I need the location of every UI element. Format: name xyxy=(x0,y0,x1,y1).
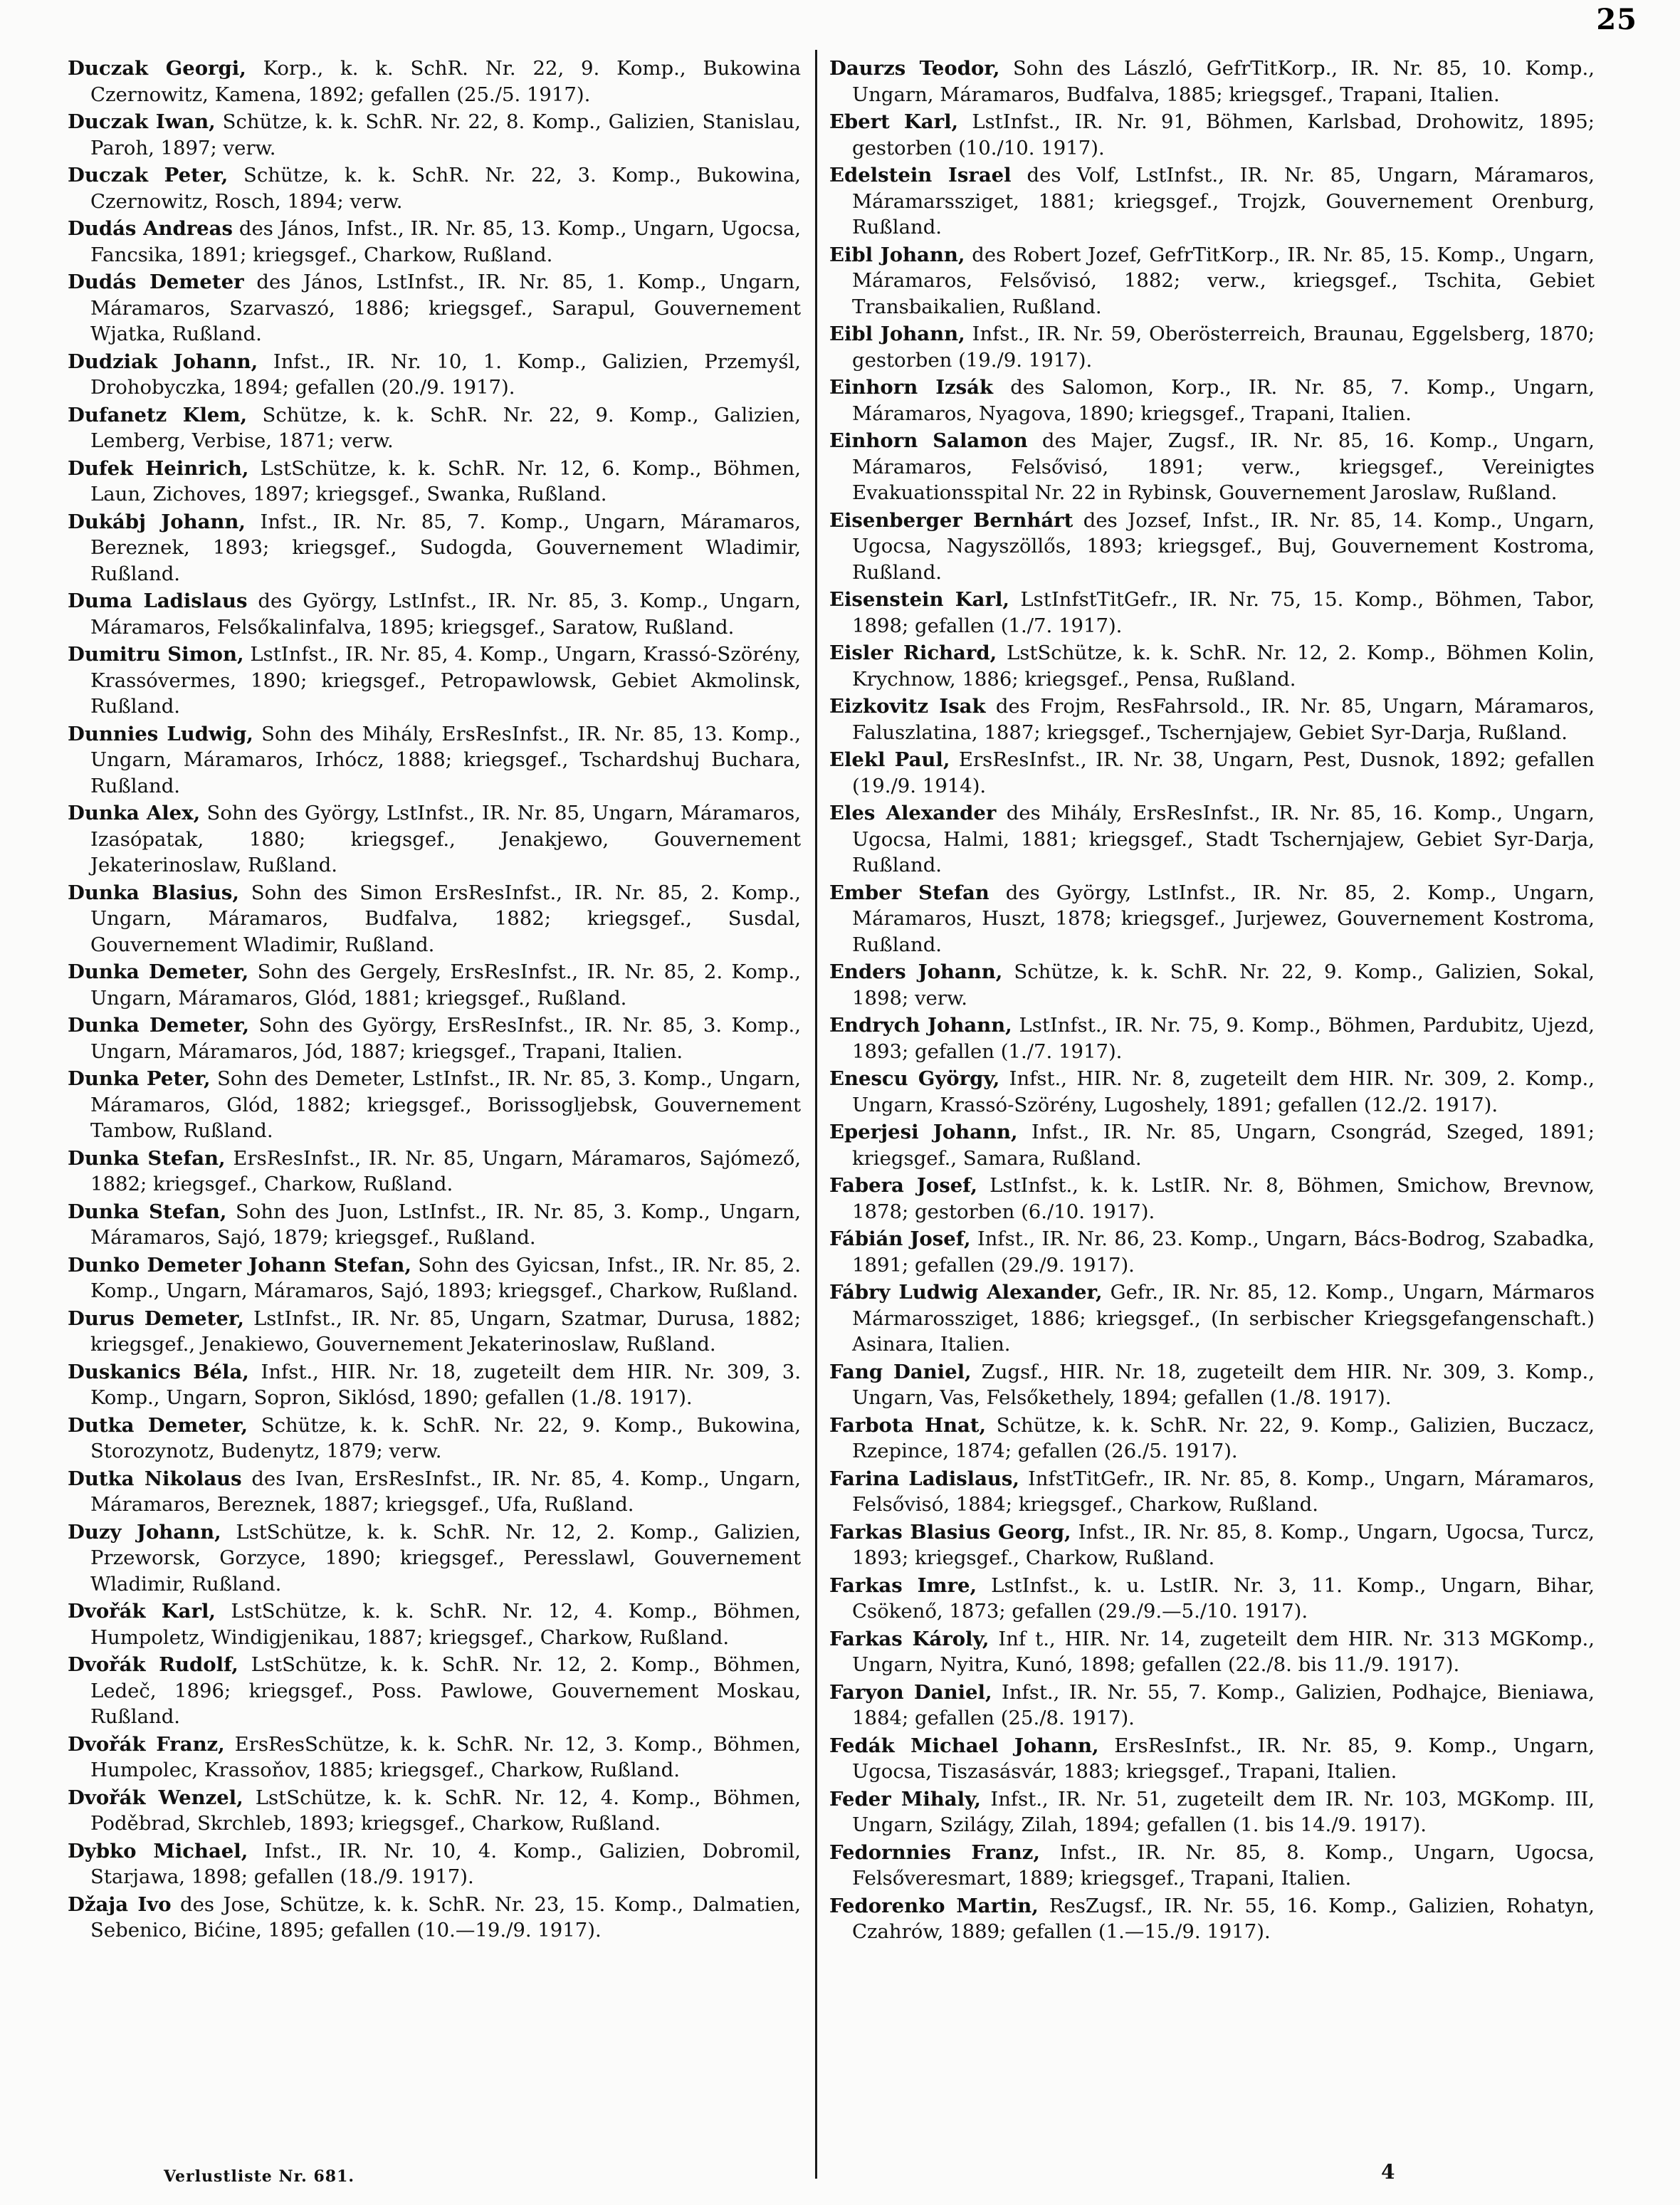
entry-name: Dunka Demeter, xyxy=(68,960,249,983)
entry-details: des Majer, Zugsf., IR. Nr. 85, 16. Komp., Ungarn, Máramaros, Felsővisó, 1891; verw., kriegsgef., Vereinigtes Evakuationsspital Nr. 22 in Rybinsk, Gouvernement Jaroslaw, Rußland. xyxy=(852,429,1595,504)
list-entry xyxy=(68,1146,801,1198)
entry-details: Schütze, k. k. SchR. Nr. 22, 8. Komp., Galizien, Stanislau, Paroh, 1897; verw. xyxy=(90,110,801,159)
entry-details: Sohn des Mihály, ErsResInfst., IR. Nr. 85, 13. Komp., Ungarn, Máramaros, Irhócz, 1888; kriegsgef., Tschardshuj Buchara, Rußland. xyxy=(90,722,801,797)
entry-name: Dunka Blasius, xyxy=(68,881,239,904)
entry-name: Eisler Richard, xyxy=(829,641,997,664)
entry-details: des Mihály, ErsResInfst., IR. Nr. 85, 16. Komp., Ungarn, Ugocsa, Halmi, 1881; kriegsgef., Stadt Tschernjajew, Gebiet Syr-Darja, Rußland. xyxy=(852,802,1595,876)
list-entry xyxy=(829,56,1595,108)
list-entry xyxy=(829,1519,1595,1571)
list-entry xyxy=(829,1413,1595,1465)
entry-name: Farina Ladislaus, xyxy=(829,1467,1019,1490)
list-entry xyxy=(68,1598,801,1650)
entry-name: Duma Ladislaus xyxy=(68,590,248,612)
list-entry xyxy=(68,1413,801,1465)
list-entry xyxy=(829,1840,1595,1892)
entry-details: ErsResSchütze, k. k. SchR. Nr. 12, 3. Komp., Böhmen, Humpolec, Krassoňov, 1885; kriegsgef., Charkow, Rußland. xyxy=(90,1732,801,1781)
list-entry xyxy=(829,508,1595,586)
entry-details: Infst., IR. Nr. 85, 8. Komp., Ungarn, Ugocsa, Turcz, 1893; kriegsgef., Charkow, Rußland. xyxy=(852,1520,1595,1569)
list-entry xyxy=(68,56,801,108)
list-entry xyxy=(68,162,801,214)
list-entry xyxy=(829,587,1595,639)
list-entry xyxy=(68,959,801,1011)
list-entry xyxy=(68,1892,801,1944)
entry-details: LstInfst., IR. Nr. 91, Böhmen, Karlsbad, Drohowitz, 1895; gestorben (10./10. 1917). xyxy=(852,110,1595,159)
entry-details: LstInfst., k. u. LstIR. Nr. 3, 11. Komp., Ungarn, Bihar, Csökenő, 1873; gefallen (29./9.—5./10. 1917). xyxy=(852,1573,1595,1623)
entry-name: Duczak Iwan, xyxy=(68,110,216,133)
list-entry xyxy=(68,1519,801,1598)
list-entry xyxy=(829,1359,1595,1411)
entry-details: Infst., IR. Nr. 85, Ungarn, Csongrád, Szeged, 1891; kriegsgef., Samara, Rußland. xyxy=(852,1121,1595,1170)
entry-details: Infst., IR. Nr. 10, 4. Komp., Galizien, Dobromil, Starjawa, 1898; gefallen (18./9. 1917). xyxy=(90,1839,801,1888)
entry-details: des Salomon, Korp., IR. Nr. 85, 7. Komp., Ungarn, Máramaros, Nyagova, 1890; kriegsgef., Trapani, Italien. xyxy=(852,376,1595,425)
list-entry xyxy=(829,1680,1595,1732)
entry-details: Infst., HIR. Nr. 18, zugeteilt dem HIR. Nr. 309, 3. Komp., Ungarn, Sopron, Siklósd, 1890; gefallen (1./8. 1917). xyxy=(90,1360,801,1409)
entry-details: LstSchütze, k. k. SchR. Nr. 12, 2. Komp., Galizien, Przeworsk, Gorzyce, 1890; kriegsgef., Peresslawl, Gouvernement Wladimir, Rußland. xyxy=(90,1520,801,1596)
entry-name: Dumitru Simon, xyxy=(68,643,244,666)
list-entry xyxy=(829,242,1595,320)
entry-details: InfstTitGefr., IR. Nr. 85, 8. Komp., Ungarn, Máramaros, Felsővisó, 1884; kriegsgef., Charkow, Rußland. xyxy=(852,1467,1595,1516)
entry-name: Dunka Peter, xyxy=(68,1067,211,1090)
page-number: 25 xyxy=(1596,3,1637,36)
entry-name: Enders Johann, xyxy=(829,960,1003,983)
entry-name: Eisenberger Bernhárt xyxy=(829,508,1073,532)
entry-name: Farkas Imre, xyxy=(829,1573,977,1597)
entry-name: Fábry Ludwig Alexander, xyxy=(829,1281,1103,1304)
entry-name: Fang Daniel, xyxy=(829,1360,972,1383)
list-entry xyxy=(68,1838,801,1890)
list-entry xyxy=(829,1626,1595,1678)
entry-details: Schütze, k. k. SchR. Nr. 22, 9. Komp., Galizien, Buczacz, Rzepince, 1874; gefallen (26./5. 1917). xyxy=(852,1413,1595,1462)
list-entry xyxy=(68,880,801,958)
list-entry xyxy=(829,1893,1595,1945)
list-entry xyxy=(829,800,1595,879)
entry-details: LstInfst., k. k. LstIR. Nr. 8, Böhmen, Smichow, Brevnow, 1878; gestorben (6./10. 1917). xyxy=(852,1174,1595,1223)
entry-name: Eles Alexander xyxy=(829,802,997,824)
entry-details: LstSchütze, k. k. SchR. Nr. 12, 4. Komp., Böhmen, Humpoletz, Windigjenikau, 1887; kriegsgef., Charkow, Rußland. xyxy=(90,1600,801,1649)
list-entry xyxy=(68,800,801,879)
entry-name: Dunnies Ludwig, xyxy=(68,722,253,745)
list-entry xyxy=(68,641,801,720)
entry-name: Dunka Stefan, xyxy=(68,1200,227,1223)
list-entry xyxy=(68,1012,801,1064)
entry-name: Elekl Paul, xyxy=(829,748,950,771)
list-entry xyxy=(68,721,801,800)
list-entry xyxy=(68,402,801,454)
entry-details: des György, LstInfst., IR. Nr. 85, 3. Komp., Ungarn, Máramaros, Felsőkalinfalva, 1895; kriegsgef., Saratow, Rußland. xyxy=(90,590,801,639)
entry-name: Eisenstein Karl, xyxy=(829,588,1009,611)
list-entry xyxy=(68,269,801,347)
list-entry xyxy=(68,109,801,161)
list-entry xyxy=(829,162,1595,241)
list-entry xyxy=(829,1173,1595,1225)
list-entry xyxy=(829,428,1595,506)
list-entry xyxy=(68,1359,801,1411)
entry-name: Fábián Josef, xyxy=(829,1227,971,1250)
entry-name: Dudás Demeter xyxy=(68,271,244,293)
entry-name: Fedornnies Franz, xyxy=(829,1840,1040,1864)
right-column xyxy=(829,56,1595,2135)
footer-signature-mark: 4 xyxy=(1381,2160,1395,2184)
entry-details: des Jozsef, Infst., IR. Nr. 85, 14. Komp., Ungarn, Ugocsa, Nagyszöllős, 1893; kriegsgef., Buj, Gouvernement Kostroma, Rußland. xyxy=(852,508,1595,584)
entry-name: Duczak Georgi, xyxy=(68,57,246,80)
footer-list-reference: Verlustliste Nr. 681. xyxy=(164,2167,355,2186)
entry-name: Dunka Alex, xyxy=(68,802,201,824)
entry-name: Duzy Johann, xyxy=(68,1520,221,1544)
list-entry xyxy=(829,375,1595,426)
entry-details: Sohn des Demeter, LstInfst., IR. Nr. 85, 3. Komp., Ungarn, Máramaros, Glód, 1882; kriegsgef., Borissogljebsk, Gouvernement Tambow, Rußland. xyxy=(90,1067,801,1142)
entry-details: des Volf, LstInfst., IR. Nr. 85, Ungarn, Máramaros, Máramarssziget, 1881; kriegsgef., Trojzk, Gouvernement Orenburg, Rußland. xyxy=(852,164,1595,239)
list-entry xyxy=(829,1012,1595,1064)
entry-name: Eperjesi Johann, xyxy=(829,1121,1018,1143)
list-entry xyxy=(829,640,1595,692)
entry-name: Dvořák Wenzel, xyxy=(68,1786,243,1809)
entry-name: Eibl Johann, xyxy=(829,323,965,345)
entry-details: Sohn des Gyicsan, Infst., IR. Nr. 85, 2. Komp., Ungarn, Máramaros, Sajó, 1893; kriegsgef., Charkow, Rußland. xyxy=(90,1253,801,1302)
entry-name: Dvořák Rudolf, xyxy=(68,1653,238,1676)
list-entry xyxy=(829,747,1595,799)
entry-details: Infst., IR. Nr. 51, zugeteilt dem IR. Nr. 103, MGKomp. III, Ungarn, Szilágy, Zilah, 1894; gefallen (1. bis 14./9. 1917). xyxy=(852,1787,1595,1836)
entry-details: LstSchütze, k. k. SchR. Nr. 12, 2. Komp., Böhmen Kolin, Krychnow, 1886; kriegsgef., Pensa, Rußland. xyxy=(852,641,1595,691)
entry-name: Endrych Johann, xyxy=(829,1014,1012,1037)
entry-details: Infst., IR. Nr. 55, 7. Komp., Galizien, Podhajce, Bieniawa, 1884; gefallen (25./8. 1917). xyxy=(852,1680,1595,1729)
entry-details: Sohn des Gergely, ErsResInfst., IR. Nr. 85, 2. Komp., Ungarn, Máramaros, Glód, 1881; kriegsgef., Rußland. xyxy=(90,960,801,1010)
entry-name: Fabera Josef, xyxy=(829,1174,977,1197)
entry-name: Dvořák Karl, xyxy=(68,1600,216,1623)
entry-name: Fedorenko Martin, xyxy=(829,1894,1039,1917)
entry-name: Farkas Blasius Georg, xyxy=(829,1520,1071,1544)
entry-details: des Jose, Schütze, k. k. SchR. Nr. 23, 15. Komp., Dalmatien, Sebenico, Bićine, 1895; gefallen (10.—19./9. 1917). xyxy=(90,1892,801,1942)
list-entry xyxy=(68,349,801,401)
entry-details: des János, Infst., IR. Nr. 85, 13. Komp., Ungarn, Ugocsa, Fancsika, 1891; kriegsgef., Charkow, Rußland. xyxy=(90,217,801,266)
entry-details: LstInfst., IR. Nr. 75, 9. Komp., Böhmen, Pardubitz, Ujezd, 1893; gefallen (1./7. 1917). xyxy=(852,1014,1595,1063)
list-entry xyxy=(829,1066,1595,1118)
entry-details: Infst., IR. Nr. 59, Oberösterreich, Braunau, Eggelsberg, 1870; gestorben (19./9. 1917). xyxy=(852,323,1595,372)
list-entry xyxy=(829,1226,1595,1278)
entry-details: des János, LstInfst., IR. Nr. 85, 1. Komp., Ungarn, Máramaros, Szarvaszó, 1886; kriegsgef., Sarapul, Gouvernement Wjatka, Rußland. xyxy=(90,271,801,345)
entry-name: Ember Stefan xyxy=(829,881,989,904)
list-entry xyxy=(68,216,801,268)
entry-details: Sohn des Simon ErsResInfst., IR. Nr. 85, 2. Komp., Ungarn, Máramaros, Budfalva, 1882; kriegsgef., Susdal, Gouvernement Wladimir, Rußland. xyxy=(90,881,801,956)
entry-name: Dudás Andreas xyxy=(68,217,233,240)
entry-details: LstInfstTitGefr., IR. Nr. 75, 15. Komp., Böhmen, Tabor, 1898; gefallen (1./7. 1917). xyxy=(852,588,1595,637)
entry-name: Einhorn Izsák xyxy=(829,376,994,399)
entry-details: Infst., IR. Nr. 10, 1. Komp., Galizien, Przemyśl, Drohobyczka, 1894; gefallen (20./9. 1917). xyxy=(90,350,801,399)
entry-name: Durus Demeter, xyxy=(68,1306,244,1330)
list-entry xyxy=(829,109,1595,161)
entry-name: Dufanetz Klem, xyxy=(68,403,248,426)
entry-details: Gefr., IR. Nr. 85, 12. Komp., Ungarn, Mármaros Mármarossziget, 1886; kriegsgef., (In serbischer Kriegsgefangenschaft.) Asinara, Italien. xyxy=(852,1281,1595,1356)
entry-name: Einhorn Salamon xyxy=(829,429,1028,452)
list-entry xyxy=(68,1306,801,1358)
entry-details: des György, LstInfst., IR. Nr. 85, 2. Komp., Ungarn, Máramaros, Huszt, 1878; kriegsgef., Jurjewez, Gouvernement Kostroma, Rußland. xyxy=(852,881,1595,956)
entry-details: Infst., IR. Nr. 86, 23. Komp., Ungarn, Bács-Bodrog, Szabadka, 1891; gefallen (29./9. 1917). xyxy=(852,1227,1595,1277)
list-entry xyxy=(829,1573,1595,1625)
entry-name: Dukábj Johann, xyxy=(68,510,246,533)
entry-details: Infst., IR. Nr. 85, 7. Komp., Ungarn, Máramaros, Bereznek, 1893; kriegsgef., Sudogda, Gouvernement Wladimir, Rußland. xyxy=(90,510,801,585)
entry-name: Džaja Ivo xyxy=(68,1892,172,1916)
list-entry xyxy=(68,1252,801,1304)
list-entry xyxy=(68,456,801,508)
list-entry xyxy=(829,1466,1595,1518)
entry-details: LstInfst., IR. Nr. 85, 4. Komp., Ungarn, Krassó-Szörény, Krassóvermes, 1890; kriegsgef., Petropawlowsk, Gebiet Akmolinsk, Rußland. xyxy=(90,643,801,718)
entry-name: Dutka Nikolaus xyxy=(68,1467,242,1490)
list-entry xyxy=(68,1652,801,1730)
list-entry xyxy=(68,509,801,587)
entry-name: Fedák Michael Johann, xyxy=(829,1734,1099,1757)
entry-details: LstInfst., IR. Nr. 85, Ungarn, Szatmar, Durusa, 1882; kriegsgef., Jenakiewo, Gouvernement Jekaterinoslaw, Rußland. xyxy=(90,1306,801,1356)
entry-name: Farkas Károly, xyxy=(829,1627,989,1650)
entry-name: Dunka Stefan, xyxy=(68,1146,226,1170)
left-column xyxy=(68,56,801,2135)
entry-name: Dvořák Franz, xyxy=(68,1732,225,1756)
list-entry xyxy=(68,1785,801,1837)
list-entry xyxy=(68,1066,801,1144)
entry-name: Ebert Karl, xyxy=(829,110,959,133)
entry-name: Duczak Peter, xyxy=(68,164,229,187)
list-entry xyxy=(829,959,1595,1011)
list-entry xyxy=(829,1733,1595,1785)
entry-details: Sohn des György, LstInfst., IR. Nr. 85, Ungarn, Máramaros, Izasópatak, 1880; kriegsgef., Jenakjewo, Gouvernement Jekaterinoslaw, Rußland. xyxy=(90,802,801,876)
entry-name: Duskanics Béla, xyxy=(68,1360,249,1383)
entry-name: Dufek Heinrich, xyxy=(68,456,249,480)
entry-details: LstSchütze, k. k. SchR. Nr. 12, 6. Komp., Böhmen, Laun, Zichoves, 1897; kriegsgef., Swanka, Rußland. xyxy=(90,456,801,506)
list-entry xyxy=(829,693,1595,745)
entry-details: ErsResInfst., IR. Nr. 85, Ungarn, Máramaros, Sajómező, 1882; kriegsgef., Charkow, Rußland. xyxy=(90,1146,801,1195)
entry-details: ResZugsf., IR. Nr. 55, 16. Komp., Galizien, Rohatyn, Czahrów, 1889; gefallen (1.—15./9. 1917). xyxy=(852,1894,1595,1943)
entry-details: LstSchütze, k. k. SchR. Nr. 12, 2. Komp., Böhmen, Ledeč, 1896; kriegsgef., Poss. Pawlowe, Gouvernement Moskau, Rußland. xyxy=(90,1653,801,1728)
entry-name: Edelstein Israel xyxy=(829,164,1012,187)
entry-name: Dutka Demeter, xyxy=(68,1413,248,1437)
list-entry xyxy=(68,1466,801,1518)
list-entry xyxy=(829,1786,1595,1838)
entry-name: Dybko Michael, xyxy=(68,1839,248,1863)
list-entry xyxy=(829,880,1595,958)
entry-name: Eizkovitz Isak xyxy=(829,695,986,718)
entry-details: Sohn des Juon, LstInfst., IR. Nr. 85, 3. Komp., Ungarn, Máramaros, Sajó, 1879; kriegsgef., Rußland. xyxy=(90,1200,801,1249)
entry-details: Korp., k. k. SchR. Nr. 22, 9. Komp., Bukowina Czernowitz, Kamena, 1892; gefallen (25./5. 1917). xyxy=(90,57,801,106)
entry-name: Eibl Johann, xyxy=(829,243,965,266)
list-entry xyxy=(829,321,1595,373)
entry-details: Sohn des László, GefrTitKorp., IR. Nr. 85, 10. Komp., Ungarn, Máramaros, Budfalva, 1885; kriegsgef., Trapani, Italien. xyxy=(852,57,1595,106)
entry-name: Dunka Demeter, xyxy=(68,1014,250,1037)
entry-details: Infst., IR. Nr. 85, 8. Komp., Ungarn, Ugocsa, Felsőveresmart, 1889; kriegsgef., Trapani, Italien. xyxy=(852,1840,1595,1890)
entry-details: Sohn des György, ErsResInfst., IR. Nr. 85, 3. Komp., Ungarn, Máramaros, Jód, 1887; kriegsgef., Trapani, Italien. xyxy=(90,1014,801,1063)
entry-details: Infst., HIR. Nr. 8, zugeteilt dem HIR. Nr. 309, 2. Komp., Ungarn, Krassó-Szörény, Lugoshely, 1891; gefallen (12./2. 1917). xyxy=(852,1067,1595,1116)
entry-name: Dudziak Johann, xyxy=(68,350,258,373)
entry-details: Schütze, k. k. SchR. Nr. 22, 9. Komp., Bukowina, Storozynotz, Budenytz, 1879; verw. xyxy=(90,1413,801,1462)
list-entry xyxy=(829,1119,1595,1171)
column-divider xyxy=(815,50,817,2179)
entry-details: des Frojm, ResFahrsold., IR. Nr. 85, Ungarn, Máramaros, Faluszlatina, 1887; kriegsgef., Tschernjajew, Gebiet Syr-Darja, Rußland. xyxy=(852,695,1595,744)
list-entry xyxy=(68,588,801,640)
list-entry xyxy=(829,1279,1595,1358)
entry-details: Schütze, k. k. SchR. Nr. 22, 9. Komp., Galizien, Lemberg, Verbise, 1871; verw. xyxy=(90,403,801,452)
entry-details: Schütze, k. k. SchR. Nr. 22, 3. Komp., Bukowina, Czernowitz, Rosch, 1894; verw. xyxy=(90,164,801,213)
list-entry xyxy=(68,1199,801,1251)
entry-details: Zugsf., HIR. Nr. 18, zugeteilt dem HIR. Nr. 309, 3. Komp., Ungarn, Vas, Felsőkethely, 1894; gefallen (1./8. 1917). xyxy=(852,1360,1595,1409)
entry-details: des Ivan, ErsResInfst., IR. Nr. 85, 4. Komp., Ungarn, Máramaros, Bereznek, 1887; kriegsgef., Ufa, Rußland. xyxy=(90,1467,801,1516)
entry-name: Feder Mihaly, xyxy=(829,1787,981,1811)
entry-details: LstSchütze, k. k. SchR. Nr. 12, 4. Komp., Böhmen, Poděbrad, Skrchleb, 1893; kriegsgef., Charkow, Rußland. xyxy=(90,1786,801,1835)
entry-name: Farbota Hnat, xyxy=(829,1413,987,1437)
entry-name: Faryon Daniel, xyxy=(829,1680,992,1704)
list-entry xyxy=(68,1732,801,1784)
entry-details: Inf t., HIR. Nr. 14, zugeteilt dem HIR. Nr. 313 MGKomp., Ungarn, Nyitra, Kunó, 1898; gefallen (22./8. bis 11./9. 1917). xyxy=(852,1627,1595,1676)
entry-details: ErsResInfst., IR. Nr. 85, 9. Komp., Ungarn, Ugocsa, Tiszasásvár, 1883; kriegsgef., Trapani, Italien. xyxy=(852,1734,1595,1783)
entry-details: des Robert Jozef, GefrTitKorp., IR. Nr. 85, 15. Komp., Ungarn, Máramaros, Felsővisó, 1882; verw., kriegsgef., Tschita, Gebiet Transbaikalien, Rußland. xyxy=(852,243,1595,318)
entry-details: Schütze, k. k. SchR. Nr. 22, 9. Komp., Galizien, Sokal, 1898; verw. xyxy=(852,960,1595,1010)
entry-details: ErsResInfst., IR. Nr. 38, Ungarn, Pest, Dusnok, 1892; gefallen (19./9. 1914). xyxy=(852,748,1595,797)
entry-name: Daurzs Teodor, xyxy=(829,57,1000,80)
entry-name: Dunko Demeter Johann Stefan, xyxy=(68,1253,411,1277)
entry-name: Enescu György, xyxy=(829,1067,1000,1090)
